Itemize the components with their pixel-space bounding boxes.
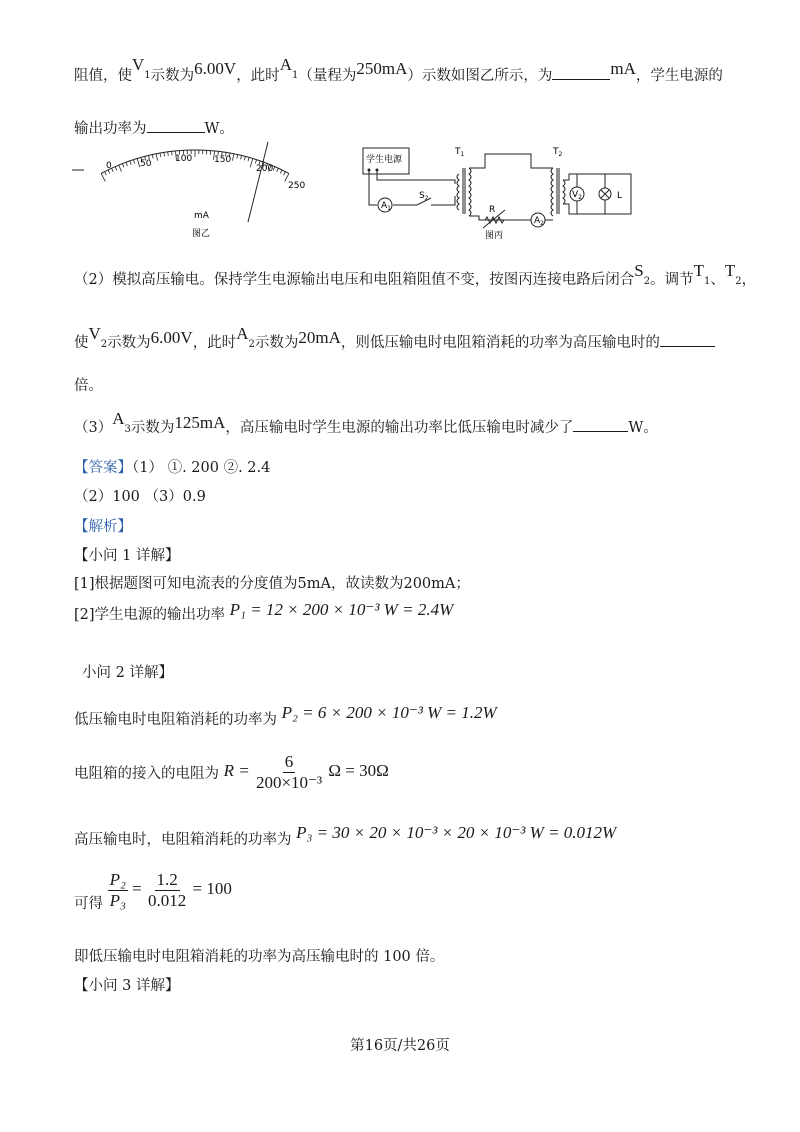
svg-text:A2: $A_2$ bbox=[534, 216, 544, 227]
ammeter-tick-label: 150 bbox=[214, 155, 232, 165]
figure-b-caption: 图乙 bbox=[192, 229, 211, 239]
scale-tick bbox=[237, 155, 238, 159]
figure-c-caption: 图丙 bbox=[485, 231, 504, 241]
rheostat-r bbox=[481, 217, 508, 223]
scale-tick bbox=[152, 155, 153, 159]
equation-r: R = $\frac{6}{\text{200×10⁻³}}$ Ω = 30Ω bbox=[223, 752, 389, 792]
ammeter-tick-label: 0 bbox=[106, 161, 112, 171]
svg-text:学生电源: 学生电源 bbox=[366, 155, 403, 165]
analysis-s2-line3: 高压输电时，电阻箱消耗的功率为 P₃ = 30 × 20 × 10⁻³ × 20 × 10⁻³ W = 0.012W bbox=[74, 823, 617, 848]
scale-tick bbox=[280, 170, 282, 174]
q2-line2: 使$V_2$示数为6.00V，此时$A_2$示数为20mA，则低压输电时电阻箱消耗的功率为高压输电时的 bbox=[74, 331, 715, 354]
scale-tick bbox=[126, 162, 127, 166]
q2-line1: （2）模拟高压输电。保持学生电源输出电压和电阻箱阻值不变，按图丙连接电路后闭合$S_2$。调节$T_1$、$T_2$， bbox=[74, 261, 757, 288]
scale-tick bbox=[134, 160, 135, 164]
ammeter-unit: mA bbox=[194, 211, 209, 221]
equation-p2: P₂ = 6 × 200 × 10⁻³ W = 1.2W bbox=[281, 703, 497, 722]
q1-line2: 输出功率为 W。 bbox=[74, 117, 234, 138]
circuit-figure bbox=[355, 140, 655, 242]
ammeter-pointer bbox=[248, 142, 268, 222]
scale-tick bbox=[160, 153, 161, 157]
svg-text:T2: $T_2$ bbox=[553, 147, 563, 158]
transformer-t1 bbox=[457, 168, 471, 216]
analysis-s2-line4: 可得 $\frac{\text{P₂}}{\text{P₃}}$ = $\frac{1.2}{0.012}$ = 100 bbox=[74, 870, 232, 912]
equation-ratio: $\frac{\text{P₂}}{\text{P₃}}$ = $\frac{1.2}{0.012}$ = 100 bbox=[109, 870, 232, 910]
svg-text:V2: $V_2$ bbox=[572, 190, 582, 201]
page-footer: 第16页/共26页 bbox=[350, 1038, 450, 1054]
scale-tick bbox=[233, 154, 234, 161]
svg-text:T1: $T_1$ bbox=[455, 147, 465, 158]
answer-blank[interactable] bbox=[147, 118, 205, 133]
answer-line2: （2）100 （3）0.9 bbox=[74, 489, 206, 505]
subsection-2-heading: 小问 2 详解】 bbox=[82, 665, 173, 681]
svg-text:A1: $A_1$ bbox=[381, 201, 391, 212]
scale-tick bbox=[168, 152, 169, 156]
scale-tick bbox=[164, 152, 165, 156]
scale-tick bbox=[130, 161, 131, 165]
ammeter-tick-label: 50 bbox=[140, 159, 152, 169]
scale-tick bbox=[248, 157, 249, 161]
scale-tick bbox=[156, 154, 157, 161]
analysis-s2-line1: 低压输电时电阻箱消耗的功率为 P₂ = 6 × 200 × 10⁻³ W = 1.2W bbox=[74, 703, 497, 728]
transmission-lines bbox=[469, 154, 553, 220]
answer-blank[interactable] bbox=[660, 332, 715, 347]
svg-text:R: R bbox=[489, 205, 496, 215]
ammeter-tick-label: 100 bbox=[175, 154, 193, 164]
subsection-1-heading: 【小问 1 详解】 bbox=[74, 548, 180, 564]
scale-tick bbox=[277, 168, 279, 172]
scale-tick bbox=[284, 172, 286, 176]
scale-tick bbox=[112, 168, 114, 172]
scale-tick bbox=[172, 151, 173, 155]
answer-blank[interactable] bbox=[573, 417, 628, 432]
svg-text:S2: $S_2$ bbox=[419, 191, 429, 202]
supply-wires bbox=[369, 170, 455, 205]
scale-tick bbox=[250, 159, 253, 168]
analysis-s1-line1: [1]根据题图可知电流表的分度值为5mA，故读数为200mA； bbox=[74, 576, 470, 592]
subsection-3-heading: 【小问 3 详解】 bbox=[74, 978, 180, 994]
ammeter-scale-figure bbox=[70, 140, 320, 242]
transformer-t2 bbox=[551, 168, 565, 216]
q1-line1: 阻值，使$V_1$示数为6.00V，此时$A_1$（量程为250mA）示数如图乙所示，为 mA，学生电源的 bbox=[74, 55, 723, 84]
q2-line3: 倍。 bbox=[74, 378, 103, 394]
analysis-s1-line2: [2]学生电源的输出功率 P₁ = 12 × 200 × 10⁻³ W = 2.4W bbox=[74, 600, 454, 623]
analysis-s2-line5: 即低压输电时电阻箱消耗的功率为高压输电时的 100 倍。 bbox=[74, 949, 445, 965]
answer-line1: 【答案】（1） ①. 200 ②. 2.4 bbox=[74, 460, 271, 476]
ammeter-tick-label: 250 bbox=[288, 181, 306, 191]
answer-label: 【答案】 bbox=[74, 460, 132, 476]
q3-line: $(3)A_3$示数为125mA，高压输电时学生电源的输出功率比低压输电时减少了 W。 bbox=[74, 409, 658, 436]
scale-tick bbox=[273, 167, 275, 171]
scale-tick bbox=[255, 160, 256, 164]
answer-blank[interactable] bbox=[552, 65, 610, 80]
equation-p3: P₃ = 30 × 20 × 10⁻³ × 20 × 10⁻³ W = 0.012W bbox=[296, 823, 617, 842]
equation-p1: P₁ = 12 × 200 × 10⁻³ W = 2.4W bbox=[229, 600, 454, 619]
scale-tick bbox=[101, 173, 105, 181]
scale-tick bbox=[115, 167, 117, 171]
scale-tick bbox=[122, 164, 124, 168]
analysis-label: 【解析】 bbox=[74, 519, 132, 535]
analysis-s2-line2: 电阻箱的接入的电阻为 R = $\frac{6}{\text{200×10⁻³}}$ Ω = 30Ω bbox=[74, 752, 389, 792]
scale-tick bbox=[119, 165, 122, 172]
svg-text:L: L bbox=[617, 191, 623, 201]
scale-tick bbox=[244, 156, 245, 160]
scale-tick bbox=[241, 156, 242, 160]
scale-tick bbox=[105, 172, 107, 176]
ammeter-tick-label: 200 bbox=[256, 164, 274, 174]
